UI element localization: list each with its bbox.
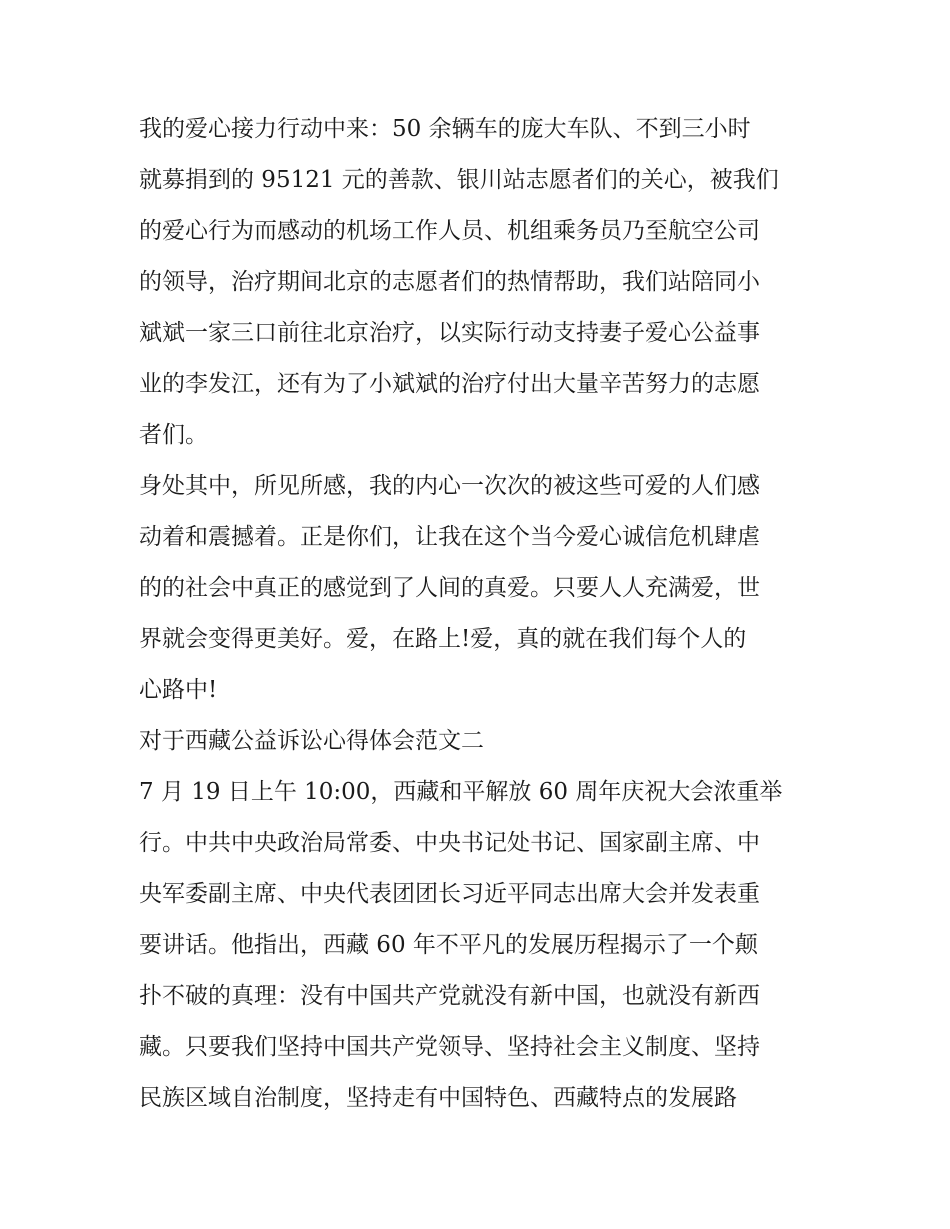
- text-line: 者们。: [139, 422, 208, 448]
- text-line: 藏。只要我们坚持中国共产党领导、坚持社会主义制度、坚持: [139, 1034, 760, 1060]
- text-line: 扑不破的真理：没有中国共产党就没有新中国，也就没有新西: [139, 983, 760, 1009]
- text-line: 7 月 19 日上午 10:00，西藏和平解放 60 周年庆祝大会浓重举: [139, 779, 783, 805]
- document-body: [139, 104, 819, 1124]
- text-line: 的的社会中真正的感觉到了人间的真爱。只要人人充满爱，世: [139, 575, 760, 601]
- text-line: 心路中!: [139, 677, 218, 703]
- text-line: 身处其中，所见所感，我的内心一次次的被这些可爱的人们感: [139, 473, 760, 499]
- text-line: 央军委副主席、中央代表团团长习近平同志出席大会并发表重: [139, 881, 760, 907]
- text-line: 斌斌一家三口前往北京治疗，以实际行动支持妻子爱心公益事: [139, 320, 760, 346]
- text-line: 行。中共中央政治局常委、中央书记处书记、国家副主席、中: [139, 830, 760, 856]
- text-line: 要讲话。他指出，西藏 60 年不平凡的发展历程揭示了一个颠: [139, 932, 758, 958]
- text-line: 业的李发江，还有为了小斌斌的治疗付出大量辛苦努力的志愿: [139, 371, 760, 397]
- text-line: 界就会变得更美好。爱，在路上!爱，真的就在我们每个人的: [139, 626, 747, 652]
- section-heading: 对于西藏公益诉讼心得体会范文二: [139, 728, 484, 754]
- text-line: 动着和震撼着。正是你们，让我在这个当今爱心诚信危机肆虐: [139, 524, 760, 550]
- text-line: 的爱心行为而感动的机场工作人员、机组乘务员乃至航空公司: [139, 218, 760, 244]
- text-line: 就募捐到的 95121 元的善款、银川站志愿者们的关心，被我们: [139, 167, 779, 193]
- text-line: 我的爱心接力行动中来：50 余辆车的庞大车队、不到三小时: [139, 116, 751, 142]
- text-line: 的领导，治疗期间北京的志愿者们的热情帮助，我们站陪同小: [139, 269, 760, 295]
- text-line: 民族区域自治制度，坚持走有中国特色、西藏特点的发展路: [139, 1085, 737, 1111]
